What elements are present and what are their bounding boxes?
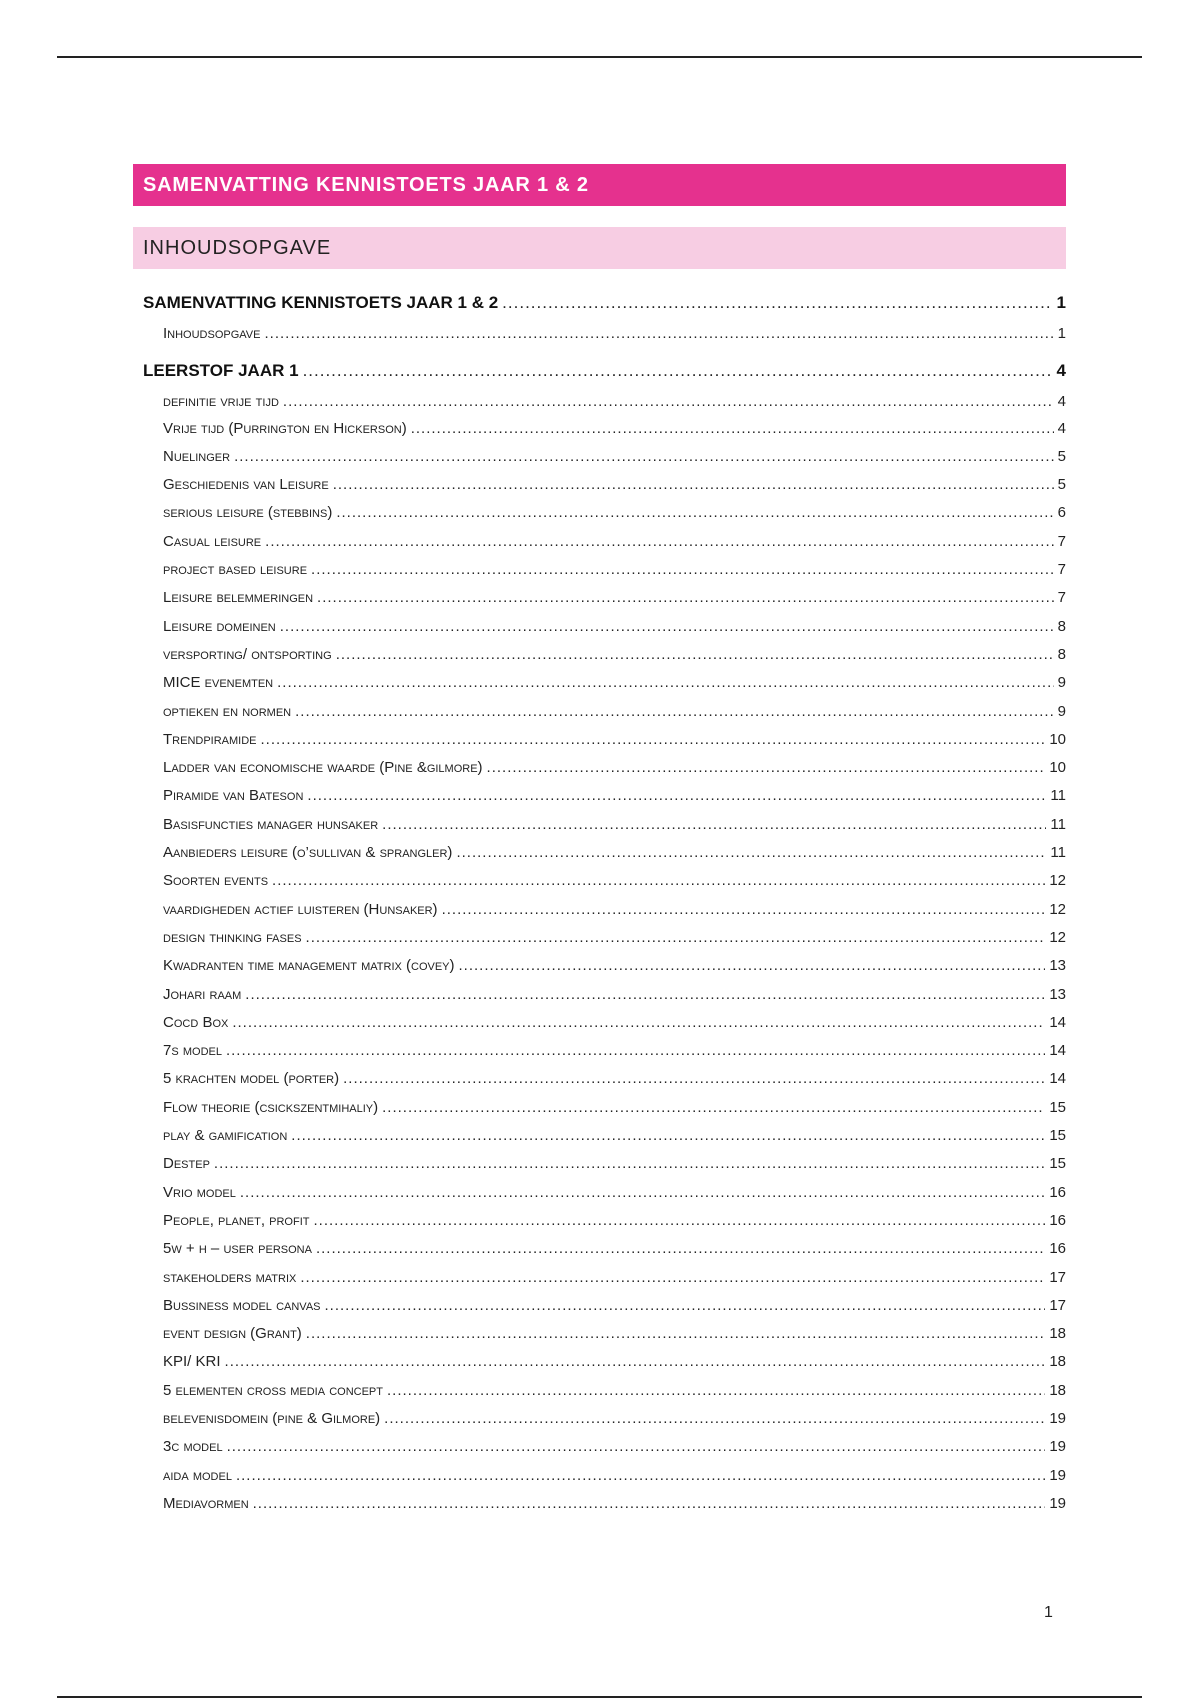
document-body: [133, 164, 1066, 1523]
toc-leader-dots: [261, 731, 1046, 748]
toc-entry[interactable]: [133, 391, 1066, 419]
toc-entry[interactable]: [133, 844, 1066, 872]
toc-leader-dots: [277, 674, 1054, 691]
toc-leader-dots: [307, 787, 1046, 804]
toc-entry-label: event design (Grant): [163, 1325, 302, 1343]
toc-entry-label: Inhoudsopgave: [163, 325, 261, 342]
toc-leader-dots: [456, 844, 1046, 861]
toc-entry[interactable]: [133, 1438, 1066, 1466]
toc-leader-dots: [343, 1070, 1045, 1087]
toc-entry-label: 5 krachten model (porter): [163, 1070, 340, 1088]
toc-entry[interactable]: [133, 646, 1066, 674]
toc-entry-label: 5 elementen cross media concept: [163, 1381, 383, 1399]
toc-entry-label: Ladder van economische waarde (Pine &gilmore): [163, 759, 483, 777]
toc-entry[interactable]: [133, 986, 1066, 1014]
toc-entry[interactable]: [133, 1099, 1066, 1127]
toc-leader-dots: [411, 420, 1054, 437]
header-rule: [57, 56, 1142, 58]
toc-entry-label: play & gamification: [163, 1127, 288, 1145]
toc-leader-dots: [253, 1495, 1046, 1512]
toc-entry-page: 1: [1057, 325, 1066, 342]
toc-entry[interactable]: [133, 731, 1066, 759]
toc-leader-dots: [295, 703, 1054, 720]
toc-entry[interactable]: [133, 1410, 1066, 1438]
toc-leader-dots: [265, 533, 1054, 550]
toc-entry-page: 7: [1057, 561, 1066, 579]
toc-entry-page: 14: [1049, 1042, 1066, 1060]
toc-entry-label: Bussiness model canvas: [163, 1296, 321, 1314]
toc-entry-page: 19: [1049, 1494, 1066, 1512]
toc-entry[interactable]: [133, 1155, 1066, 1183]
toc-leader-dots: [384, 1410, 1045, 1427]
toc-entry-label: Kwadranten time management matrix (covey): [163, 957, 455, 975]
toc-entry-page: 4: [1057, 419, 1066, 437]
toc-entry-page: 19: [1049, 1466, 1066, 1484]
toc-entry-label: 7s model: [163, 1042, 222, 1060]
toc-entry[interactable]: [133, 1184, 1066, 1212]
toc-entry[interactable]: [133, 1070, 1066, 1098]
page-number: 1: [1044, 1604, 1053, 1621]
toc-leader-dots: [382, 816, 1046, 833]
toc-leader-dots: [306, 1325, 1046, 1342]
toc-leader-dots: [325, 1297, 1046, 1314]
toc-entry-label: Leisure domeinen: [163, 617, 276, 635]
toc-entry-page: 7: [1057, 532, 1066, 550]
toc-entry[interactable]: [133, 1127, 1066, 1155]
toc-leader-dots: [225, 1353, 1046, 1370]
toc-entry-label: SAMENVATTING KENNISTOETS JAAR 1 & 2: [143, 293, 499, 312]
toc-entry-label: LEERSTOF JAAR 1: [143, 361, 299, 381]
toc-entry-label: Johari raam: [163, 985, 242, 1003]
toc-leader-dots: [336, 646, 1054, 663]
toc-entry-page: 19: [1049, 1438, 1066, 1456]
toc-entry[interactable]: [133, 957, 1066, 985]
toc-entry-page: 5: [1057, 447, 1066, 465]
toc-entry-page: 10: [1049, 730, 1066, 748]
toc-leader-dots: [313, 1212, 1045, 1229]
toc-entry[interactable]: [133, 787, 1066, 815]
toc-entry-page: 9: [1057, 702, 1066, 720]
toc-entry[interactable]: [133, 283, 1066, 323]
toc-entry-page: 8: [1057, 645, 1066, 663]
toc-leader-dots: [316, 1240, 1045, 1257]
toc-entry-label: Piramide van Bateson: [163, 787, 304, 805]
toc-entry-label: 5w + h – user persona: [163, 1240, 312, 1258]
toc-entry-page: 12: [1049, 872, 1066, 890]
toc-entry[interactable]: [133, 351, 1066, 391]
toc-entry-page: 12: [1049, 928, 1066, 946]
toc-entry-page: 18: [1049, 1325, 1066, 1343]
toc-entry-label: project based leisure: [163, 561, 308, 579]
toc-entry-page: 16: [1049, 1183, 1066, 1201]
toc-entry-page: 17: [1049, 1268, 1066, 1286]
toc-entry[interactable]: [133, 1297, 1066, 1325]
toc-leader-dots: [303, 361, 1053, 381]
toc-entry-label: Basisfuncties manager hunsaker: [163, 815, 379, 833]
table-of-contents: [133, 283, 1066, 1523]
main-title: SAMENVATTING KENNISTOETS JAAR 1 & 2: [133, 164, 1066, 206]
toc-entry-label: Casual leisure: [163, 532, 262, 550]
toc-entry-label: Leisure belemmeringen: [163, 589, 314, 607]
toc-entry-page: 9: [1057, 674, 1066, 692]
toc-leader-dots: [240, 1184, 1045, 1201]
toc-entry-page: 14: [1049, 1070, 1066, 1088]
footer-rule: [57, 1696, 1142, 1698]
toc-entry[interactable]: [133, 1495, 1066, 1523]
toc-leader-dots: [272, 872, 1045, 889]
toc-entry-page: 13: [1049, 985, 1066, 1003]
toc-leader-dots: [317, 589, 1054, 606]
toc-entry-label: versporting/ ontsporting: [163, 645, 332, 663]
toc-leader-dots: [502, 293, 1052, 313]
toc-entry[interactable]: [133, 1382, 1066, 1410]
toc-entry-label: belevenisdomein (pine & Gilmore): [163, 1409, 381, 1427]
toc-entry-page: 18: [1049, 1353, 1066, 1371]
toc-entry[interactable]: [133, 323, 1066, 351]
toc-entry-page: 17: [1049, 1296, 1066, 1314]
toc-entry-label: MICE evenemten: [163, 674, 274, 692]
toc-entry-label: Flow theorie (csickszentmihaliy): [163, 1098, 379, 1116]
toc-entry-page: 4: [1057, 393, 1066, 411]
toc-entry-page: 10: [1049, 759, 1066, 777]
toc-entry-page: 12: [1049, 900, 1066, 918]
toc-entry-label: Cocd Box: [163, 1013, 229, 1031]
toc-entry-label: design thinking fases: [163, 928, 302, 946]
toc-entry-page: 1: [1056, 293, 1066, 312]
toc-entry-label: 3c model: [163, 1438, 223, 1456]
toc-entry-page: 4: [1056, 361, 1066, 381]
toc-entry-label: Destep: [163, 1155, 210, 1173]
toc-entry-label: stakeholders matrix: [163, 1268, 297, 1286]
toc-entry[interactable]: [133, 448, 1066, 476]
toc-entry-label: vaardigheden actief luisteren (Hunsaker): [163, 900, 438, 918]
toc-leader-dots: [280, 618, 1054, 635]
toc-leader-dots: [226, 1042, 1045, 1059]
toc-entry-page: 19: [1049, 1409, 1066, 1427]
toc-entry-page: 13: [1049, 957, 1066, 975]
toc-entry-page: 18: [1049, 1381, 1066, 1399]
toc-entry[interactable]: [133, 674, 1066, 702]
toc-entry-label: Geschiedenis van Leisure: [163, 476, 329, 494]
toc-entry[interactable]: [133, 703, 1066, 731]
toc-entry-label: aida model: [163, 1466, 232, 1484]
toc-entry-label: Mediavormen: [163, 1494, 249, 1512]
toc-leader-dots: [264, 325, 1053, 342]
toc-entry[interactable]: [133, 901, 1066, 929]
toc-entry-page: 11: [1050, 844, 1066, 862]
toc-entry[interactable]: [133, 1212, 1066, 1240]
toc-entry-page: 16: [1049, 1240, 1066, 1258]
toc-entry[interactable]: [133, 1014, 1066, 1042]
toc-entry-page: 15: [1049, 1127, 1066, 1145]
toc-entry-page: 7: [1057, 589, 1066, 607]
toc-leader-dots: [300, 1269, 1045, 1286]
toc-entry-page: 5: [1057, 476, 1066, 494]
toc-leader-dots: [214, 1155, 1045, 1172]
toc-leader-dots: [306, 929, 1046, 946]
toc-entry-label: People, planet, profit: [163, 1211, 310, 1229]
toc-entry[interactable]: [133, 816, 1066, 844]
toc-leader-dots: [487, 759, 1046, 776]
toc-entry-page: 8: [1057, 617, 1066, 635]
toc-entry-label: Soorten events: [163, 872, 269, 890]
toc-leader-dots: [382, 1099, 1045, 1116]
toc-entry-label: Aanbieders leisure (o’sullivan & sprangler): [163, 844, 453, 862]
toc-entry[interactable]: [133, 589, 1066, 617]
toc-entry[interactable]: [133, 476, 1066, 504]
toc-entry[interactable]: [133, 872, 1066, 900]
toc-leader-dots: [291, 1127, 1045, 1144]
toc-leader-dots: [333, 476, 1054, 493]
toc-entry-label: Nuelinger: [163, 447, 231, 465]
toc-leader-dots: [387, 1382, 1045, 1399]
toc-entry-page: 15: [1049, 1155, 1066, 1173]
toc-leader-dots: [234, 448, 1054, 465]
toc-entry[interactable]: [133, 561, 1066, 589]
toc-entry[interactable]: [133, 1325, 1066, 1353]
toc-leader-dots: [283, 393, 1054, 410]
toc-entry[interactable]: [133, 929, 1066, 957]
toc-entry-page: 11: [1050, 787, 1066, 805]
toc-entry-page: 15: [1049, 1098, 1066, 1116]
toc-leader-dots: [232, 1014, 1045, 1031]
toc-leader-dots: [227, 1438, 1046, 1455]
toc-entry[interactable]: [133, 533, 1066, 561]
toc-leader-dots: [459, 957, 1046, 974]
toc-entry[interactable]: [133, 618, 1066, 646]
toc-entry-label: Vrije tijd (Purrington en Hickerson): [163, 419, 407, 437]
toc-leader-dots: [442, 901, 1046, 918]
toc-entry[interactable]: [133, 1467, 1066, 1495]
toc-entry-page: 11: [1050, 815, 1066, 833]
toc-leader-dots: [236, 1467, 1045, 1484]
toc-entry-label: definitie vrije tijd: [163, 393, 279, 411]
toc-entry[interactable]: [133, 1240, 1066, 1268]
section-title: INHOUDSOPGAVE: [133, 227, 1066, 269]
toc-entry-label: KPI/ KRI: [163, 1353, 221, 1371]
toc-leader-dots: [311, 561, 1054, 578]
toc-entry[interactable]: [133, 1042, 1066, 1070]
toc-entry[interactable]: [133, 504, 1066, 532]
toc-entry-label: optieken en normen: [163, 702, 292, 720]
toc-entry-page: 6: [1057, 504, 1066, 522]
toc-leader-dots: [245, 986, 1045, 1003]
toc-leader-dots: [336, 504, 1053, 521]
toc-entry[interactable]: [133, 1353, 1066, 1381]
toc-entry[interactable]: [133, 759, 1066, 787]
toc-entry[interactable]: [133, 1269, 1066, 1297]
toc-entry-label: serious leisure (stebbins): [163, 504, 333, 522]
toc-entry[interactable]: [133, 420, 1066, 448]
toc-entry-label: Vrio model: [163, 1183, 236, 1201]
toc-entry-page: 16: [1049, 1211, 1066, 1229]
toc-entry-label: Trendpiramide: [163, 730, 257, 748]
toc-entry-page: 14: [1049, 1013, 1066, 1031]
